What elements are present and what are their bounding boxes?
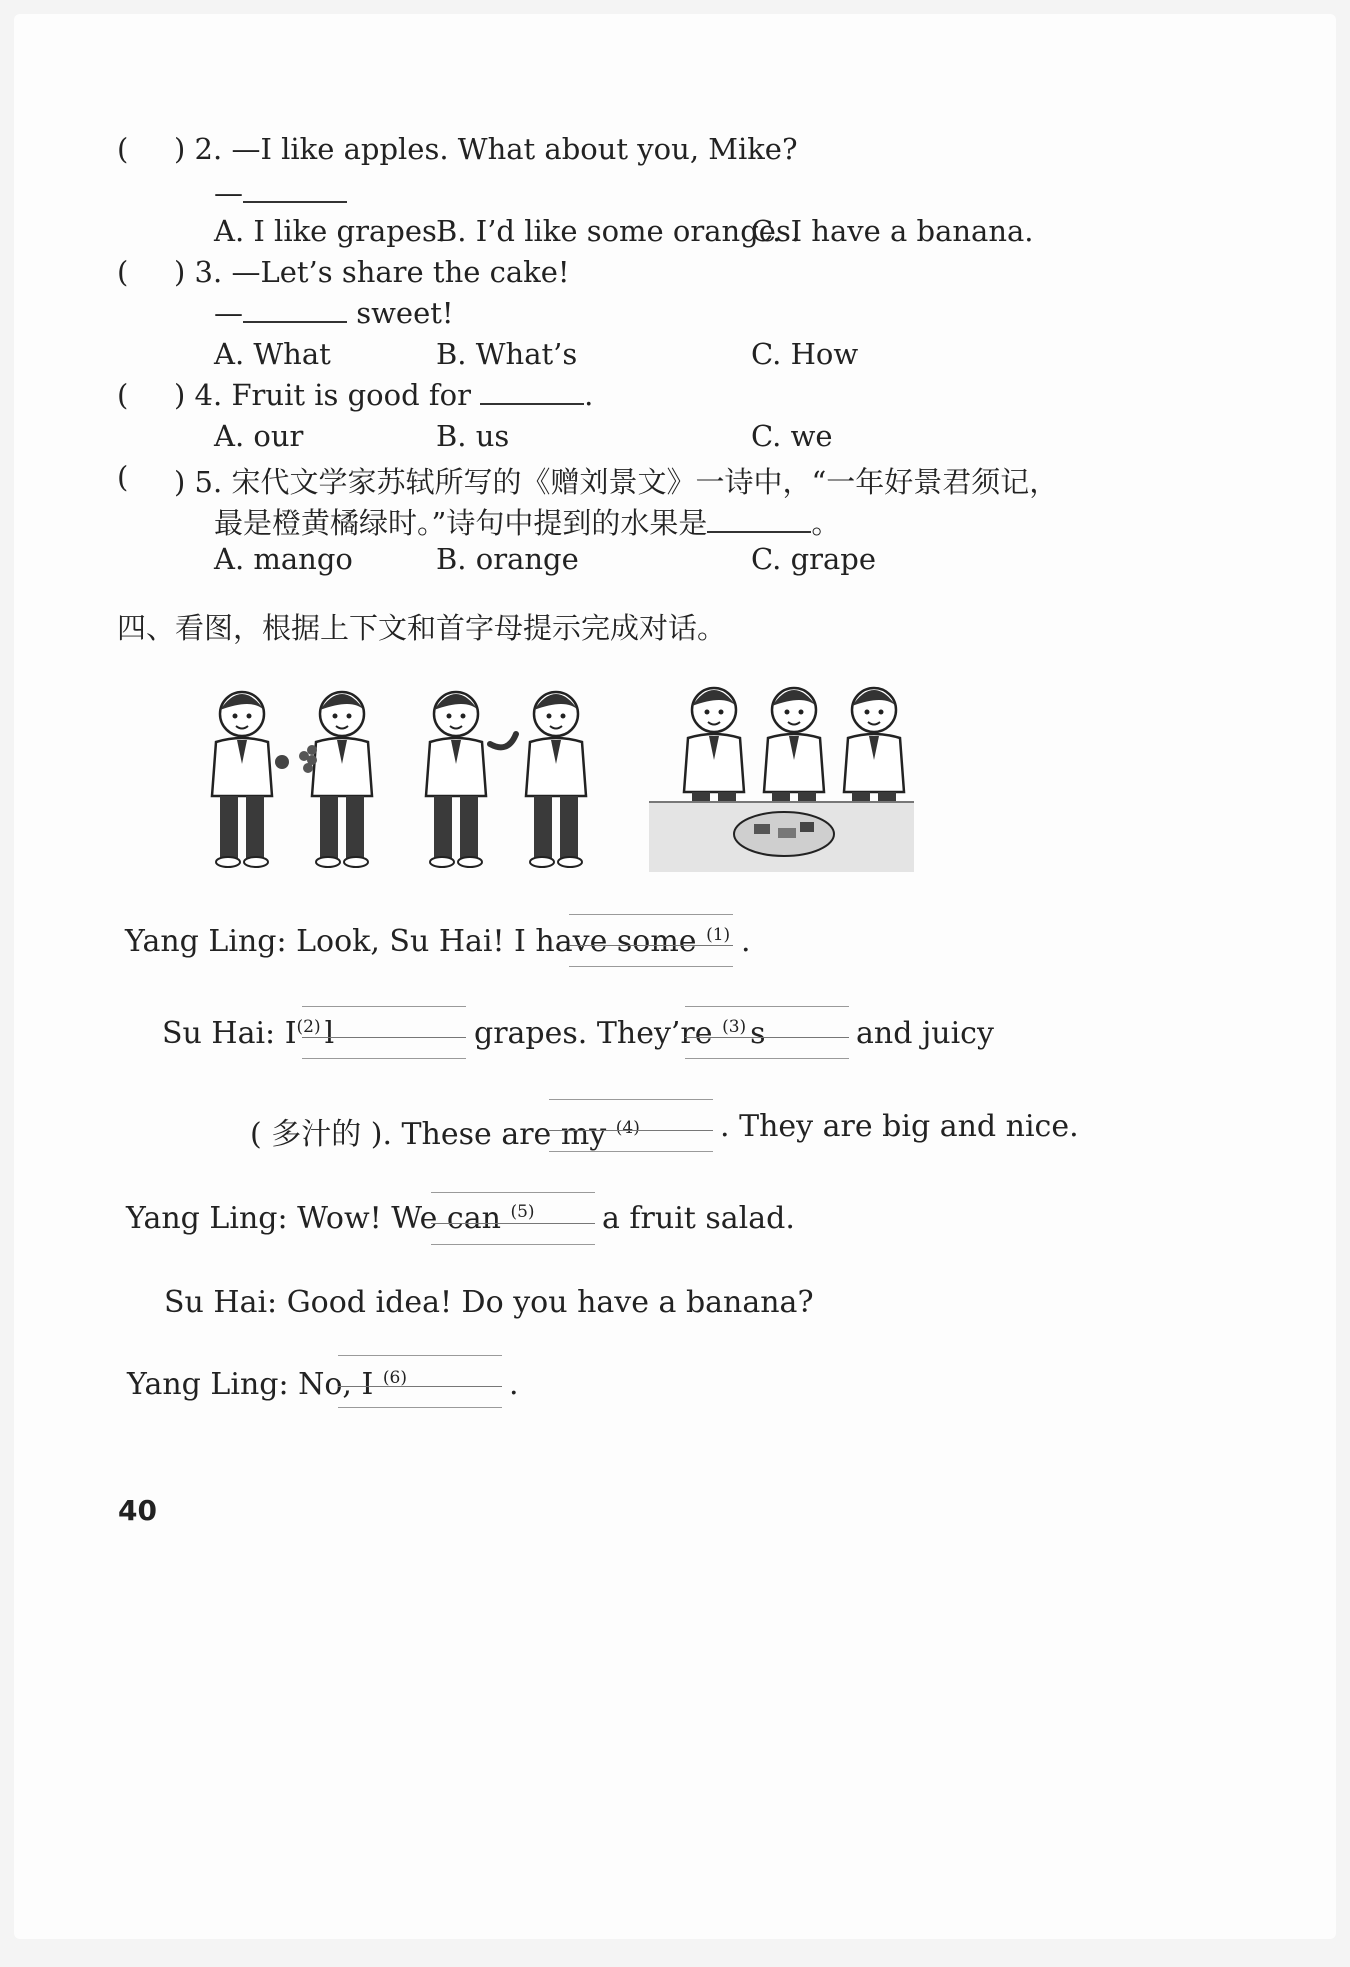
answer-paren-open: ( [117,255,129,289]
girl-with-grapes [299,692,372,867]
writing-line-5[interactable] [431,1192,595,1254]
option-a[interactable]: A. I like grapes. [214,214,447,248]
dialogue-line-2: Su Hai: $I^{(2)}$ l [162,1016,335,1051]
dialogue-line-5: Su Hai: Good idea! Do you have a banana? [164,1285,814,1320]
question-5-stem [174,460,1058,501]
question-2 [117,132,128,166]
option-c[interactable]: C. we [751,419,833,453]
worksheet-page: ( ) 2. —I like apples. What about you, Mike? — A. I like grapes. B. I’d like some oranges. C. I have a banana. ( ) 3. —Let’s share the cake! — sweet! A. What B. What’s C. How ( ) 4. Fruit is good for . A. our B. us C. we ( ) 5. 宋代文学家苏轼所写的《赠刘景文》一诗中，“一年好景君须记， 最是橙黄橘绿时。”诗句中提到的水果是 。 A. mango B. orange C. grape 四、看图，根据上下文和首字母提示完成对话。 Yang Ling: Look, Su Hai! I have some $^{(1)}$ . Su Hai: $I^{(2)}$ l grapes. They’re $^{(3)}$ s and juicy ( 多汁的 ). These are my $^{(4)}$ . They are big and nice. Yang Ling: Wow! We can $^{(5)}$ a fruit salad. Su Hai: Good idea! Do you have a banana? Yang Ling: No, I $^{(6)}$ . 40 [14,14,1336,1939]
option-a[interactable]: A. mango [214,542,353,576]
question-3-stem [174,255,570,289]
question-stem: Fruit is good for [231,378,471,412]
answer-paren-open: ( [117,378,129,412]
writing-line-3[interactable] [685,1006,849,1068]
question-number: 2. [194,132,223,166]
option-b[interactable]: B. I’d like some oranges. [436,214,801,248]
children-illustration [194,664,1114,894]
girl-standing [526,692,586,867]
group-of-three-children [649,688,914,872]
question-number: 5. [194,465,223,499]
dialogue-line-1: Yang Ling: Look, Su Hai! I have some $^{(1)}$ [125,924,731,959]
option-c[interactable]: C. grape [751,542,877,576]
page-number: 40 [118,1494,157,1527]
option-b[interactable]: B. us [436,419,510,453]
answer-paren-open: ( [117,460,129,494]
answer-paren-close: ) [174,378,186,412]
option-c[interactable]: C. How [751,337,859,371]
question-stem: 宋代文学家苏轼所写的《赠刘景文》一诗中，“一年好景君须记， [231,465,1059,499]
question-number: 4. [194,378,223,412]
question-3 [117,255,128,289]
answer-paren-close: ) [174,465,186,499]
dialogue-line-6: Yang Ling: No, I $^{(6)}$ [127,1367,407,1402]
answer-blank[interactable] [243,201,347,203]
question-stem: —I like apples. What about you, Mike? [231,132,798,166]
girl-with-apple [212,692,289,867]
writing-line-6[interactable] [338,1355,502,1417]
question-4 [117,378,128,412]
option-b[interactable]: B. What’s [436,337,578,371]
answer-blank[interactable] [707,531,811,533]
question-number: 3. [194,255,223,289]
question-stem: —Let’s share the cake! [231,255,570,289]
option-a[interactable]: A. our [214,419,304,453]
dialogue-line-4: Yang Ling: Wow! We can $^{(5)}$ [126,1201,535,1236]
dialogue-line-3: ( 多汁的 ). These are my $^{(4)}$ [250,1117,640,1152]
section-heading: 四、看图，根据上下文和首字母提示完成对话。 [117,611,727,645]
answer-blank[interactable] [480,403,584,405]
answer-paren-close: ) [174,255,186,289]
writing-line-2[interactable] [302,1006,466,1068]
question-4-stem: ) 4. Fruit is good for . [174,378,594,412]
option-a[interactable]: A. What [214,337,331,371]
boy-with-banana [426,692,516,867]
writing-line-4[interactable] [549,1099,713,1161]
question-2-stem [174,132,798,166]
question-2-response: — [214,176,347,210]
question-5-stem-line2: 最是橙黄橘绿时。”诗句中提到的水果是 。 [214,506,841,540]
option-b[interactable]: B. orange [436,542,579,576]
question-3-response: — sweet! [214,296,454,330]
answer-paren-open: ( [117,132,129,166]
writing-line-1[interactable] [569,914,733,976]
option-c[interactable]: C. I have a banana. [751,214,1034,248]
question-5 [117,460,128,494]
answer-paren-close: ) [174,132,186,166]
answer-blank[interactable] [243,321,347,323]
